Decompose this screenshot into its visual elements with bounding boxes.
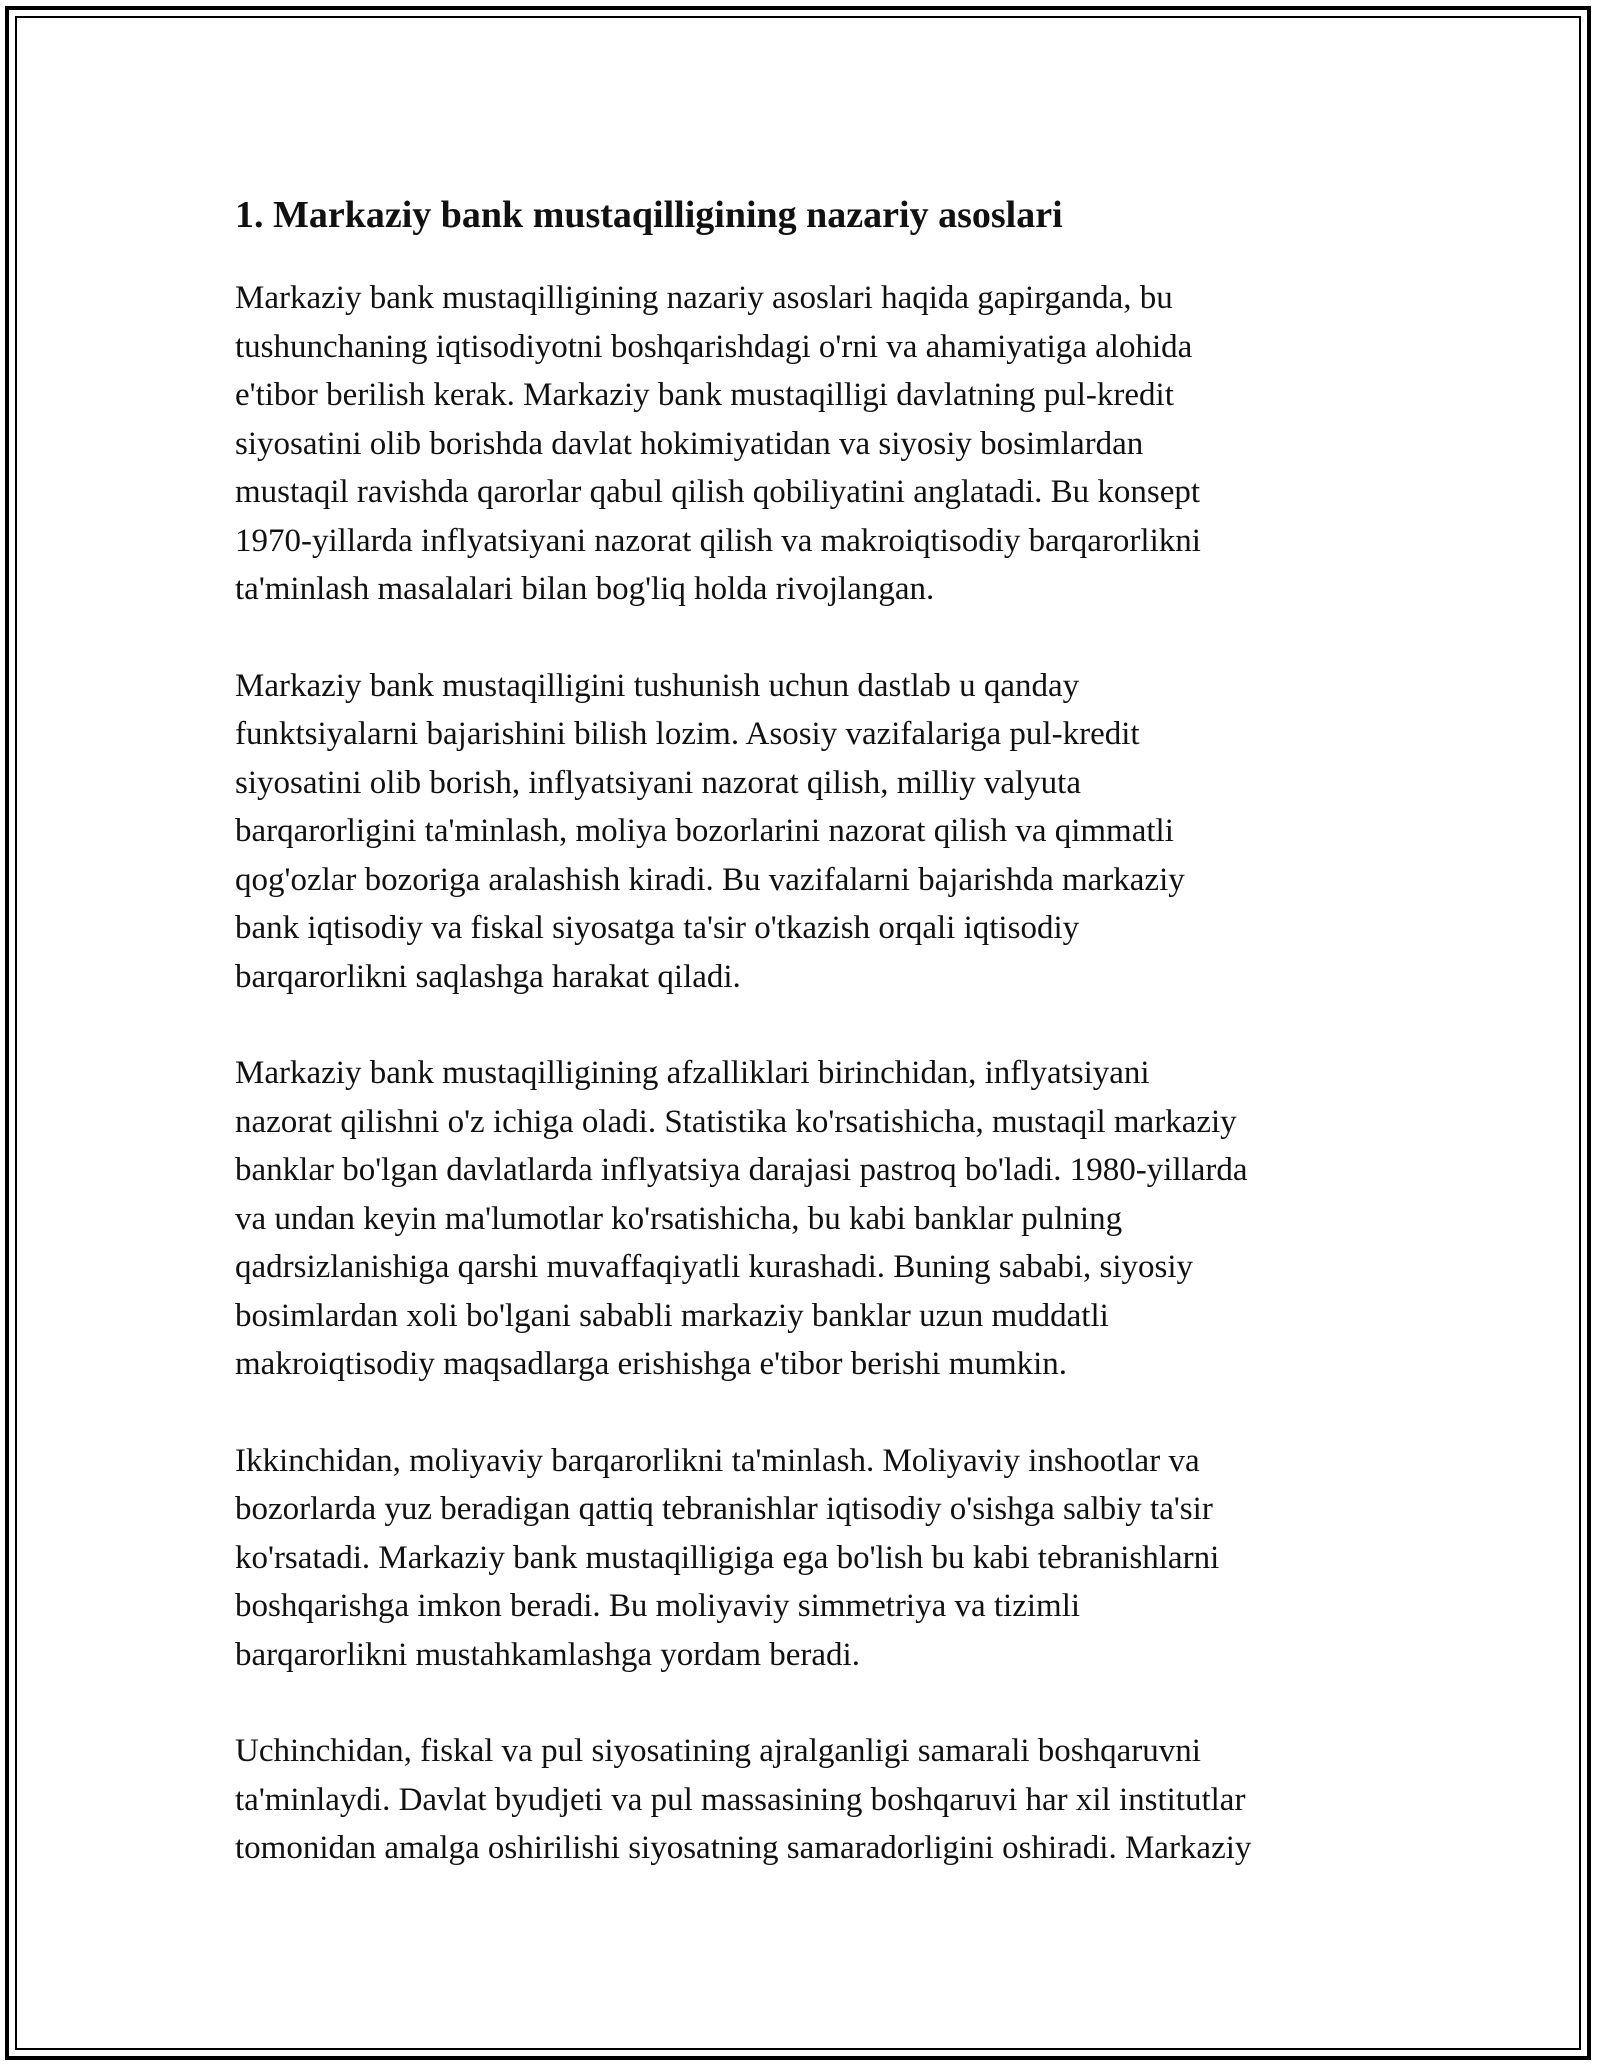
text-line: Markaziy bank mustaqilligining nazariy asoslari haqida gapirganda, bu — [235, 280, 1173, 316]
text-line: bosimlardan xoli bo'lgani sababli markaziy banklar uzun muddatli — [235, 1297, 1109, 1334]
text-line: barqarorlikni saqlashga harakat qiladi. — [235, 958, 741, 995]
text-line: ko'rsatadi. Markaziy bank mustaqilligiga ega bo'lish bu kabi tebranishlarni — [235, 1539, 1220, 1576]
paragraph-3 — [235, 1049, 1385, 1389]
text-line: barqarorlikni mustahkamlashga yordam beradi. — [235, 1636, 860, 1673]
text-line: nazorat qilishni o'z ichiga oladi. Statistika ko'rsatishicha, mustaqil markaziy — [235, 1103, 1237, 1140]
text-line: banklar bo'lgan davlatlarda inflyatsiya darajasi pastroq bo'ladi. 1980-yillarda — [235, 1152, 1248, 1188]
text-line: 1970-yillarda inflyatsiyani nazorat qilish va makroiqtisodiy barqarorlikni — [235, 522, 1201, 559]
text-line: e'tibor berilish kerak. Markaziy bank mustaqilligi davlatning pul-kredit — [235, 377, 1174, 413]
text-line: mustaqil ravishda qarorlar qabul qilish qobiliyatini anglatadi. Bu konsept — [235, 474, 1201, 510]
text-line: siyosatini olib borishda davlat hokimiyatidan va siyosiy bosimlardan — [235, 425, 1144, 462]
text-line: ta'minlash masalalari bilan bog'liq holda rivojlangan. — [235, 571, 935, 607]
paragraph-5 — [235, 1727, 1385, 1873]
section-heading: 1. Markaziy bank mustaqilligining nazariy asoslari — [235, 194, 1063, 236]
document-body — [235, 186, 1385, 1921]
text-line: bank iqtisodiy va fiskal siyosatga ta'sir o'tkazish orqali iqtisodiy — [235, 910, 1080, 946]
text-line: funktsiyalarni bajarishini bilish lozim. Asosiy vazifalariga pul-kredit — [235, 716, 1140, 752]
text-line: barqarorligini ta'minlash, moliya bozorlarini nazorat qilish va qimmatli — [235, 813, 1174, 849]
text-line: tomonidan amalga oshirilishi siyosatning samaradorligini oshiradi. Markaziy — [235, 1830, 1252, 1866]
text-line: va undan keyin ma'lumotlar ko'rsatishicha, bu kabi banklar pulning — [235, 1200, 1123, 1237]
text-line: tushunchaning iqtisodiyotni boshqarishdagi o'rni va ahamiyatiga alohida — [235, 328, 1193, 365]
text-line: qadrsizlanishiga qarshi muvaffaqiyatli kurashadi. Buning sababi, siyosiy — [235, 1249, 1194, 1285]
text-line: makroiqtisodiy maqsadlarga erishishga e'tibor berishi mumkin. — [235, 1346, 1068, 1382]
text-line: Uchinchidan, fiskal va pul siyosatining ajralganligi samarali boshqaruvni — [235, 1733, 1201, 1769]
paragraph-2 — [235, 662, 1385, 1002]
paragraph-4 — [235, 1437, 1385, 1680]
text-line: boshqarishga imkon beradi. Bu moliyaviy simmetriya va tizimli — [235, 1588, 1081, 1624]
text-line: siyosatini olib borish, inflyatsiyani nazorat qilish, milliy valyuta — [235, 764, 1081, 801]
text-line: Ikkinchidan, moliyaviy barqarorlikni ta'minlash. Moliyaviy inshootlar va — [235, 1442, 1200, 1479]
text-line: Markaziy bank mustaqilligini tushunish uchun dastlab u qanday — [235, 667, 1080, 704]
text-line: bozorlarda yuz beradigan qattiq tebranishlar iqtisodiy o'sishga salbiy ta'sir — [235, 1491, 1213, 1527]
text-line: Markaziy bank mustaqilligining afzalliklari birinchidan, inflyatsiyani — [235, 1055, 1150, 1091]
text-line: qog'ozlar bozoriga aralashish kiradi. Bu vazifalarni bajarishda markaziy — [235, 861, 1185, 898]
text-line: ta'minlaydi. Davlat byudjeti va pul massasining boshqaruvi har xil institutlar — [235, 1781, 1246, 1818]
paragraph-1 — [235, 274, 1385, 614]
